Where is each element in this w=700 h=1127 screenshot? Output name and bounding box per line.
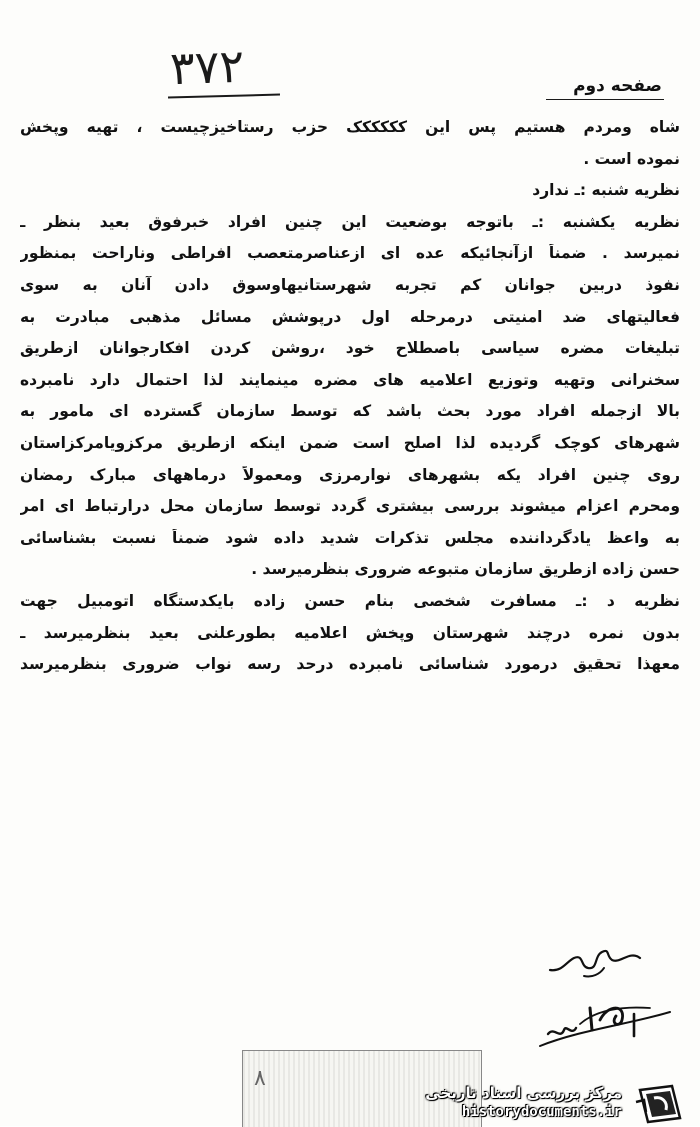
archive-stamp-digit: ٨ xyxy=(254,1066,266,1091)
text-line: حسن زاده ازطریق سازمان متبوعه ضروری بنظرمیرسد . xyxy=(251,560,680,579)
handwritten-page-number: ۳۷۲ xyxy=(169,38,246,96)
text-line: روی چنین افراد یکه بشهرهای نوارمرزی ومعمولاً درماههای مبارک رمضان xyxy=(20,465,680,484)
page-label: صفحه دوم xyxy=(573,76,662,96)
watermark-title: مرکز بررسی اسناد تاریخی xyxy=(425,1084,622,1102)
handwritten-initials xyxy=(530,990,680,1060)
page-label-underline xyxy=(546,99,664,100)
text-line: به واعظ یادگرداننده مجلس تذکرات شدید داده شود ضمناً نسبت بشناسائی xyxy=(20,528,680,547)
text-line: شاه ومردم هستیم پس این کککککک حزب رستاخیزچیست ، تهیه وپخش xyxy=(20,118,680,136)
text-line: نظریه د :ـ مسافرت شخصی بنام حسن زاده بایکدستگاه اتومبیل جهت xyxy=(20,591,680,610)
text-line: فعالیتهای ضد امنیتی درمرحله اول درپوشش مسائل مذهبی مبادرت به xyxy=(20,307,680,326)
watermark xyxy=(420,1082,692,1126)
text-line: نظریه یکشنبه :ـ باتوجه بوضعیت این چنین افراد خبرفوق بعید بنظر ـ xyxy=(20,212,680,231)
text-line: ومحرم اعزام میشوند بررسی بیشتری گردد توسط سازمان محل درارتباط ای امر xyxy=(20,497,680,516)
text-line: بالا ازجمله افراد مورد بحث باشد که توسط سازمان گسترده ای مامور به xyxy=(20,402,680,421)
text-line: تبلیغات مضره سیاسی باصطلاح خود ،روشن کردن افکارجوانان ازطریق xyxy=(20,339,680,358)
text-line: بدون نمره درچند شهرستان وپخش اعلامیه بطورعلنی بعید بنظرمیرسد ـ xyxy=(20,623,680,642)
text-line: نمیرسد . ضمناً ازآنجائیکه عده ای ازعناصرمتعصب افراطی وناراحت بمنظور xyxy=(20,244,680,263)
text-line: نموده است . xyxy=(583,149,680,168)
text-line: نفوذ دربین جوانان کم تجربه شهرستانیهاوسوق دادن آنان به سوی xyxy=(20,275,680,294)
archive-logo-icon xyxy=(632,1082,686,1126)
text-line: نظریه شنبه :ـ ندارد xyxy=(532,181,680,200)
text-line: شهرهای کوچک گردیده لذا اصلح است ضمن اینکه ازطریق مرکزویامرکزاستان xyxy=(20,433,680,452)
watermark-url: historydocuments.ir xyxy=(461,1104,622,1120)
report-body xyxy=(20,118,680,687)
text-line: معهذا تحقیق درمورد شناسائی نامبرده درحد رسه نواب ضروری بنظرمیرسد xyxy=(20,655,680,674)
text-line: سخنرانی وتهیه وتوزیع اعلامیه های مضره مینمایند لذا احتمال دارد نامبرده xyxy=(20,370,680,389)
